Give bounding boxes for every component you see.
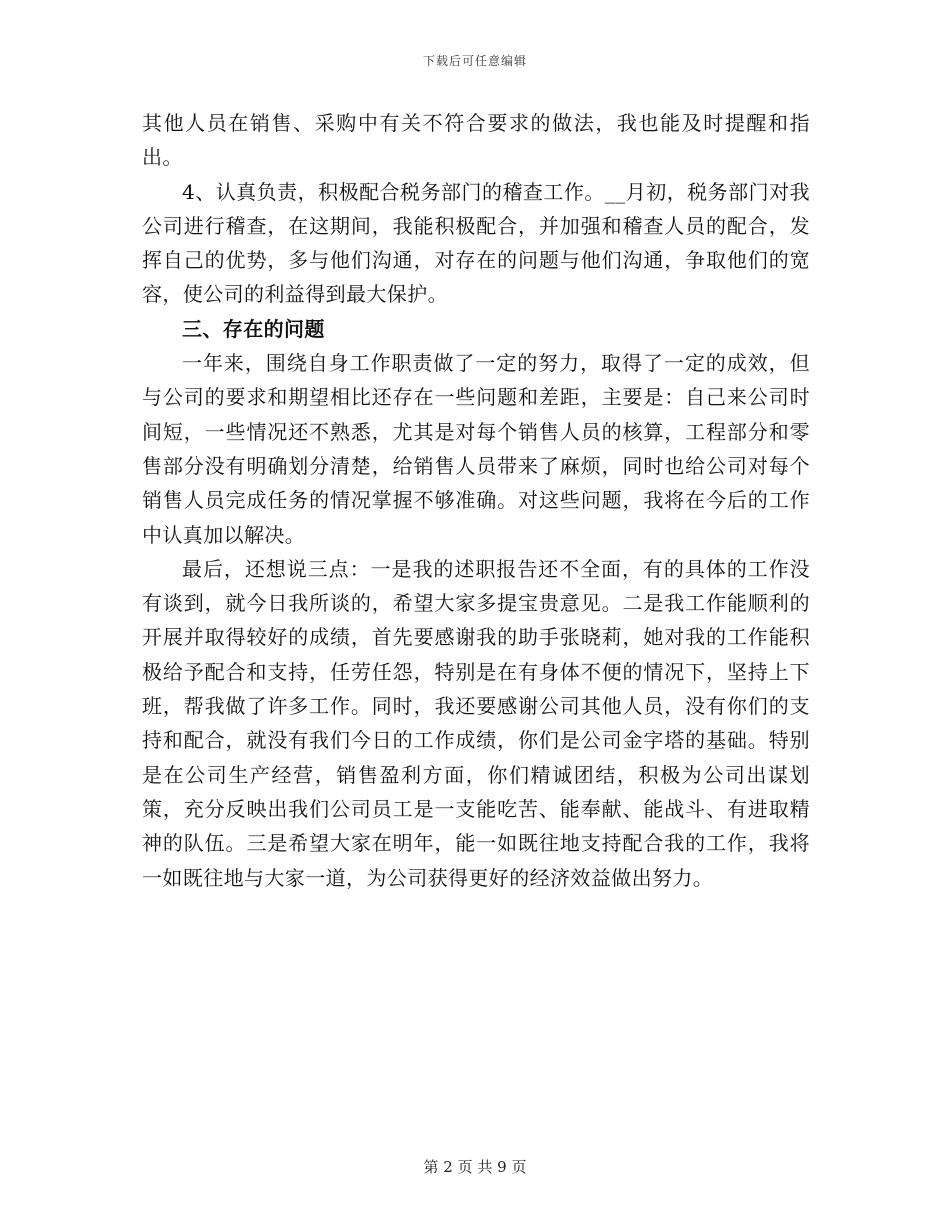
body-paragraph-closing: 最后，还想说三点：一是我的述职报告还不全面，有的具体的工作没有谈到，就今日我所谈的，希望大家多提宝贵意见。二是我工作能顺利的开展并取得较好的成绩，首先要感谢我的助手张晓莉，她对我的工作能积极给予配合和支持，任劳任怨，特别是在有身体不便的情况下，坚持上下班，帮我做了许多工作。同时，我还要感谢公司其他人员，没有你们的支持和配合，就没有我们今日的工作成绩，你们是公司金字塔的基础。特别是在公司生产经营，销售盈利方面，你们精诚团结，积极为公司出谋划策，充分反映出我们公司员工是一支能吃苦、能奉献、能战斗、有进取精神的队伍。三是希望大家在明年，能一如既往地支持配合我的工作，我将一如既往地与大家一道，为公司获得更好的经济效益做出努力。 (142, 556, 810, 890)
body-paragraph-item-4: 4、认真负责，积极配合税务部门的稽查工作。__月初，税务部门对我公司进行稽查，在这期间，我能积极配合，并加强和稽查人员的配合，发挥自己的优势，多与他们沟通，对存在的问题与他们沟通，争取他们的宽容，使公司的利益得到最大保护。 (142, 179, 810, 307)
document-body (142, 106, 810, 895)
body-paragraph-problems: 一年来，围绕自身工作职责做了一定的努力，取得了一定的成效，但与公司的要求和期望相比还存在一些问题和差距，主要是：自己来公司时间短，一些情况还不熟悉，尤其是对每个销售人员的核算，工程部分和零售部分没有明确划分清楚，给销售人员带来了麻烦，同时也给公司对每个销售人员完成任务的情况掌握不够准确。对这些问题，我将在今后的工作中认真加以解决。 (142, 351, 810, 547)
page-header: 下载后可任意编辑 (422, 54, 527, 68)
section-heading: 三、存在的问题 (182, 316, 325, 341)
body-paragraph-continuation: 其他人员在销售、采购中有关不符合要求的做法，我也能及时提醒和指出。 (142, 111, 810, 170)
page-number-footer: 第 2 页 共 9 页 (423, 1158, 527, 1176)
